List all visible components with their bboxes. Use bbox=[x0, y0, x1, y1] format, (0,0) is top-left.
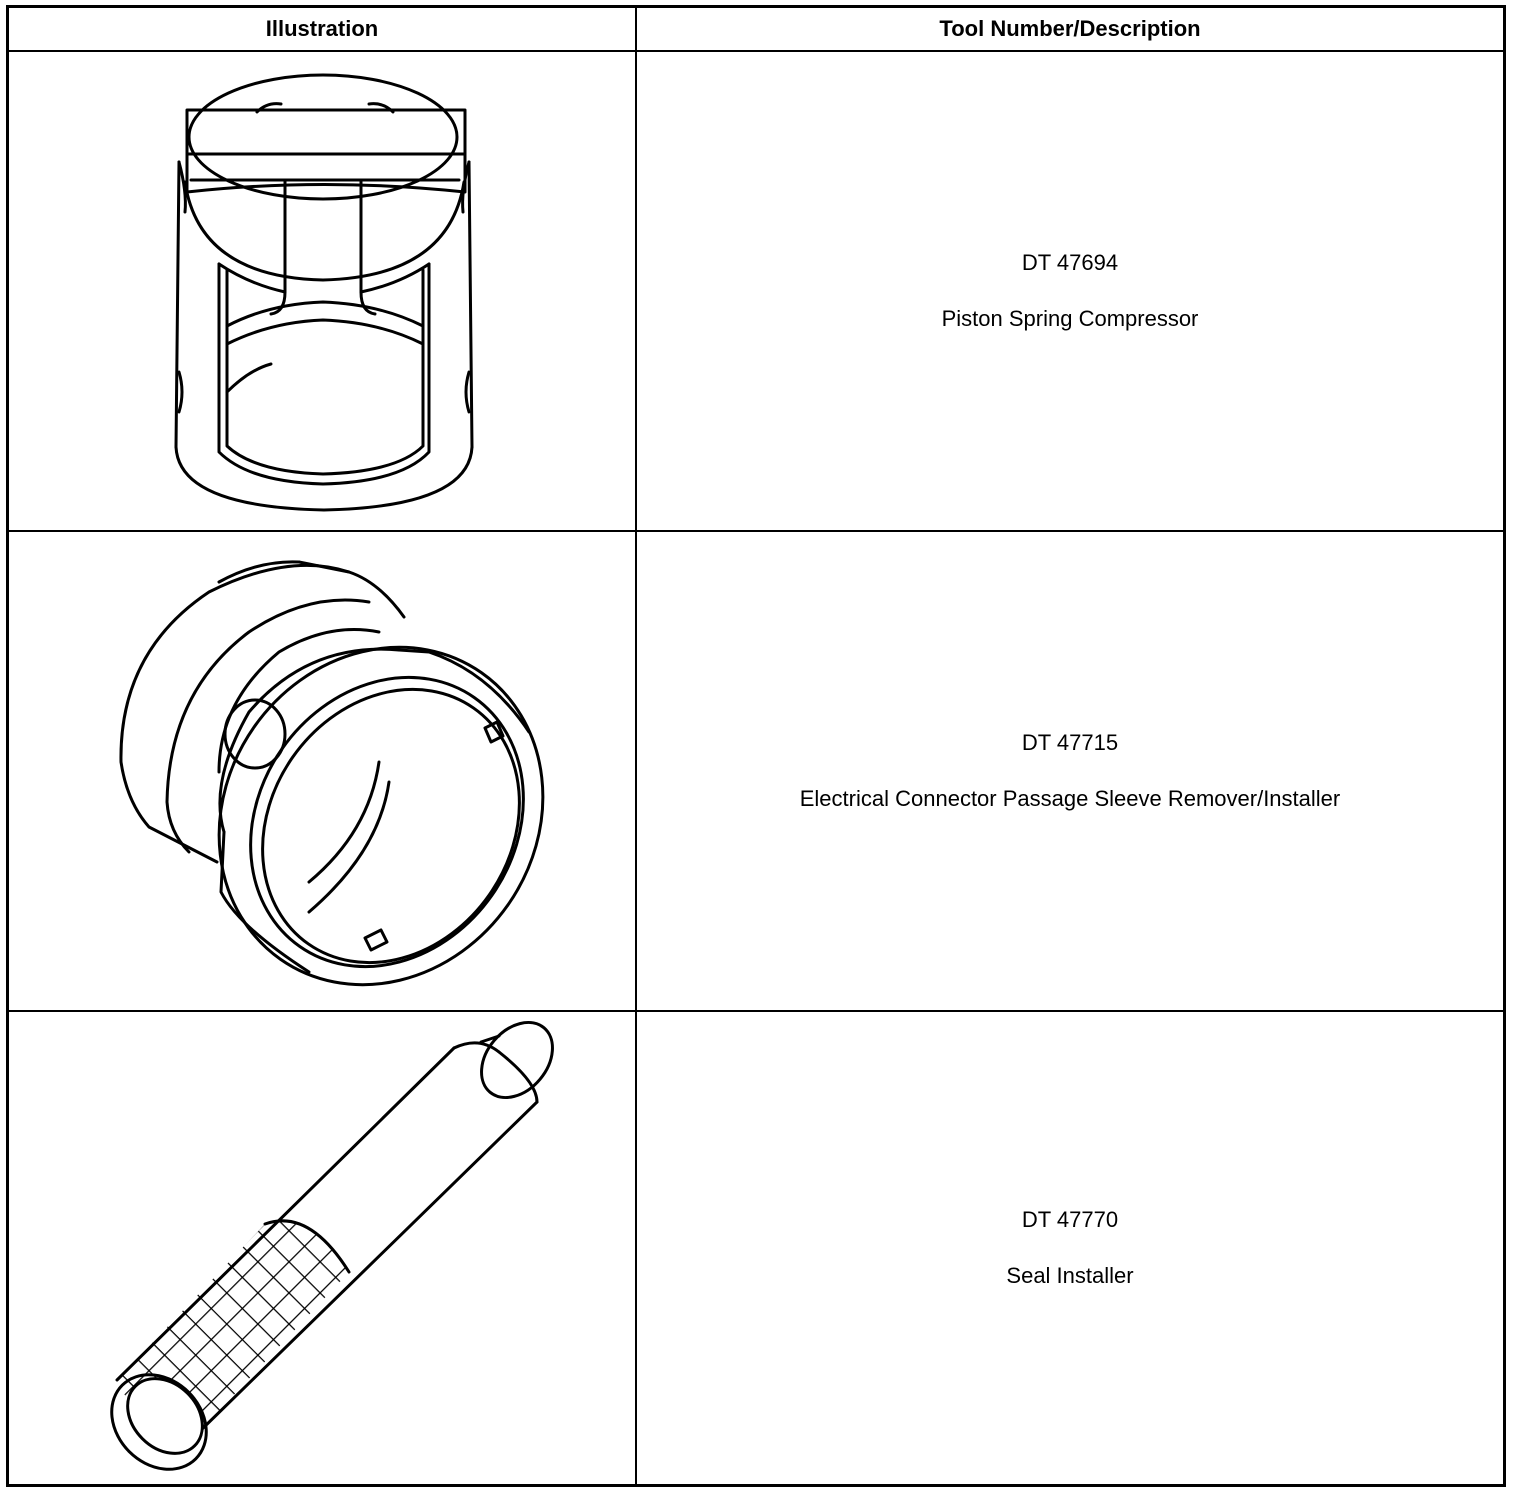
table-row bbox=[9, 1012, 1503, 1484]
header-illustration: Illustration bbox=[265, 16, 379, 41]
tool-number: DT 47715 bbox=[1021, 730, 1119, 755]
tool-description: Electrical Connector Passage Sleeve Remover/Installer bbox=[799, 786, 1341, 811]
sleeve-remover-installer-illustration bbox=[9, 532, 635, 1010]
illustration-cell bbox=[9, 532, 635, 1010]
illustration-cell bbox=[9, 1012, 635, 1484]
seal-installer-illustration bbox=[9, 1012, 635, 1482]
piston-spring-compressor-illustration bbox=[9, 52, 635, 530]
tool-description: Seal Installer bbox=[1006, 1263, 1134, 1288]
description-cell bbox=[637, 532, 1503, 1010]
tool-number: DT 47694 bbox=[1021, 250, 1119, 275]
illustration-cell bbox=[9, 52, 635, 530]
tool-number: DT 47770 bbox=[1021, 1207, 1119, 1232]
header-tool-number-description: Tool Number/Description bbox=[939, 16, 1201, 41]
table-row bbox=[9, 532, 1503, 1012]
table-row bbox=[9, 52, 1503, 532]
table-header bbox=[9, 8, 1503, 52]
tools-table bbox=[6, 5, 1506, 1487]
tool-description: Piston Spring Compressor bbox=[941, 306, 1199, 331]
description-cell bbox=[637, 1012, 1503, 1484]
description-cell bbox=[637, 52, 1503, 530]
